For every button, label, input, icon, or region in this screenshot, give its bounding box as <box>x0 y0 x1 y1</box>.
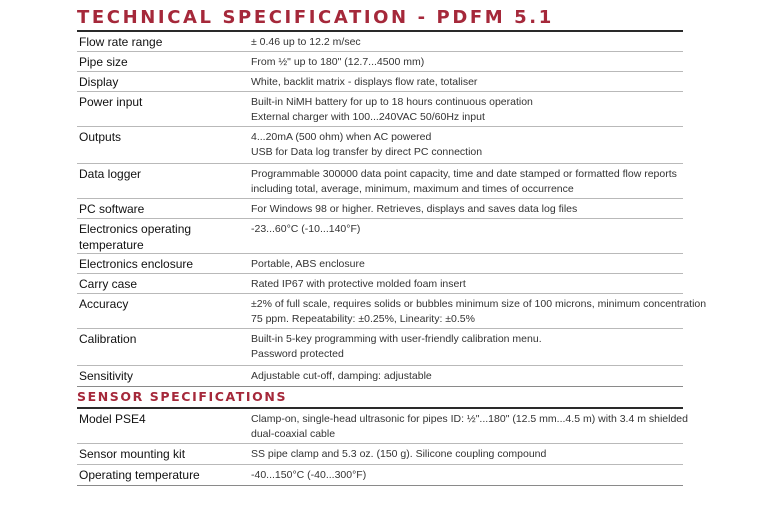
spec-row-pc-software <box>77 199 683 219</box>
spec-label: Data logger <box>79 167 142 181</box>
sensor-row-operating-temperature <box>77 465 683 486</box>
spec-row-calibration <box>77 329 683 366</box>
spec-row-sensitivity <box>77 366 683 387</box>
spec-label-line: temperature <box>79 238 144 252</box>
spec-value <box>251 72 683 91</box>
spec-value-line: Programmable 300000 data point capacity, time and date stamped or formatted flow reports <box>251 168 677 180</box>
spec-label: Flow rate range <box>79 35 163 49</box>
spec-label: Model PSE4 <box>79 412 146 426</box>
spec-row-electronics-enclosure <box>77 254 683 274</box>
spec-value <box>251 164 683 198</box>
spec-value-line: External charger with 100...240VAC 50/60Hz input <box>251 111 485 123</box>
page-title: TECHNICAL SPECIFICATION - PDFM 5.1 <box>77 7 554 28</box>
spec-value <box>251 465 683 485</box>
tech-spec-table <box>77 32 707 387</box>
spec-label: Carry case <box>79 277 138 291</box>
spec-label: Pipe size <box>79 55 128 69</box>
spec-row-carry-case <box>77 274 683 294</box>
spec-label: Calibration <box>79 332 137 346</box>
spec-value-line: 75 ppm. Repeatability: ±0.25%, Linearity: ±0.5% <box>251 313 475 325</box>
spec-row-electronics-operating-temperature <box>77 219 683 254</box>
spec-value-line: -23...60°C (-10...140°F) <box>251 223 361 235</box>
spec-value-line: Rated IP67 with protective molded foam insert <box>251 278 466 290</box>
spec-label-line: Electronics operating <box>79 222 192 236</box>
spec-row-data-logger <box>77 164 683 199</box>
sensor-row-mounting-kit <box>77 444 683 465</box>
spec-label <box>77 219 251 253</box>
spec-row-flow-rate <box>77 32 683 52</box>
spec-label: Sensitivity <box>79 369 134 383</box>
spec-row-pipe-size <box>77 52 683 72</box>
sensor-row-model <box>77 409 688 444</box>
spec-row-accuracy <box>77 294 707 329</box>
spec-label: Electronics enclosure <box>79 257 194 271</box>
spec-value-line: dual-coaxial cable <box>251 428 336 440</box>
spec-label: Power input <box>79 95 143 109</box>
spec-value <box>251 52 683 71</box>
spec-row-display <box>77 72 683 92</box>
spec-label: Operating temperature <box>79 468 200 482</box>
sensor-spec-table <box>77 409 688 486</box>
spec-value-line: Built-in NiMH battery for up to 18 hours continuous operation <box>251 96 533 108</box>
spec-value-line: Built-in 5-key programming with user-friendly calibration menu. <box>251 333 542 345</box>
spec-value <box>251 444 683 464</box>
spec-label: Outputs <box>79 130 122 144</box>
spec-label: PC software <box>79 202 145 216</box>
spec-value-line: -40...150°C (-40...300°F) <box>251 469 367 481</box>
sensor-section-title: SENSOR SPECIFICATIONS <box>77 389 288 404</box>
spec-label: Accuracy <box>79 297 129 311</box>
spec-value <box>251 409 688 443</box>
spec-value <box>251 329 683 365</box>
spec-value-line: ±2% of full scale, requires solids or bubbles minimum size of 100 microns, minimum concentration <box>251 298 707 310</box>
spec-value <box>251 219 683 253</box>
spec-label: Display <box>79 75 119 89</box>
spec-value <box>251 274 683 293</box>
spec-value-line: White, backlit matrix - displays flow rate, totaliser <box>251 76 478 88</box>
spec-value-line: Adjustable cut-off, damping: adjustable <box>251 370 432 382</box>
spec-value-line: ± 0.46 up to 12.2 m/sec <box>251 36 361 48</box>
spec-value-line: Clamp-on, single-head ultrasonic for pipes ID: ½"...180" (12.5 mm...4.5 m) with 3.4 m shielded <box>251 413 688 425</box>
spec-value <box>251 294 706 328</box>
spec-value-line: Portable, ABS enclosure <box>251 258 365 270</box>
spec-value-line: From ½" up to 180" (12.7...4500 mm) <box>251 56 425 68</box>
spec-value-line: including total, average, minimum, maximum and times of occurrence <box>251 183 574 195</box>
spec-value <box>251 92 683 126</box>
spec-value <box>251 32 683 51</box>
spec-value-line: SS pipe clamp and 5.3 oz. (150 g). Silicone coupling compound <box>251 448 547 460</box>
spec-value-line: For Windows 98 or higher. Retrieves, displays and saves data log files <box>251 203 578 215</box>
spec-value-line: USB for Data log transfer by direct PC connection <box>251 146 483 158</box>
spec-label: Sensor mounting kit <box>79 447 186 461</box>
spec-row-power-input <box>77 92 683 127</box>
spec-value <box>251 127 683 163</box>
spec-sheet <box>77 0 707 486</box>
spec-row-outputs <box>77 127 683 164</box>
spec-value <box>251 366 683 386</box>
spec-value <box>251 254 683 273</box>
spec-value <box>251 199 683 218</box>
spec-value-line: Password protected <box>251 348 344 360</box>
spec-value-line: 4...20mA (500 ohm) when AC powered <box>251 131 432 143</box>
